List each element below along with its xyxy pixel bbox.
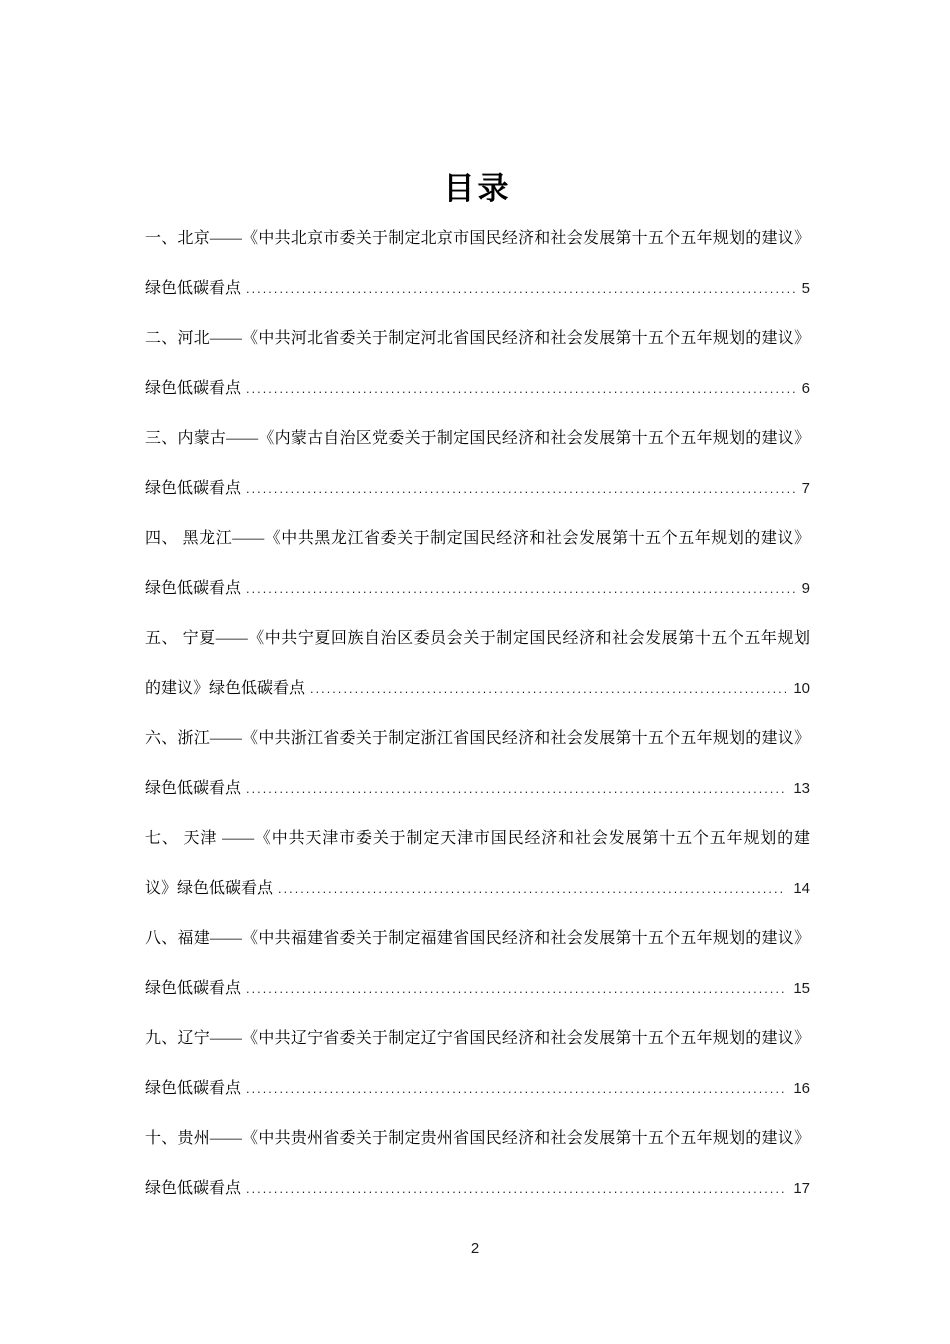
toc-entry-text: 绿色低碳看点 [145,1180,242,1197]
toc-entry-zhejiang[interactable] [145,714,810,814]
dot-leader [246,264,795,314]
toc-entry-title-line: 三、内蒙古——《内蒙古自治区党委关于制定国民经济和社会发展第十五个五年规划的建议》 [145,430,810,447]
toc-entry-heilongjiang[interactable] [145,514,810,614]
toc-entry-title-line: 六、浙江——《中共浙江省委关于制定浙江省国民经济和社会发展第十五个五年规划的建议》 [145,730,810,747]
toc-entry-title-line: 七、 天津 ——《中共天津市委关于制定天津市国民经济和社会发展第十五个五年规划的建 [145,830,810,847]
footer-page-number: 2 [470,1240,480,1257]
toc-entry-neimenggu[interactable] [145,414,810,514]
toc-entry-text: 议》绿色低碳看点 [145,880,274,897]
toc-page-number: 14 [793,880,810,897]
toc-entry-leader-line [145,764,810,814]
toc-entry-title-line: 八、福建——《中共福建省委关于制定福建省国民经济和社会发展第十五个五年规划的建议》 [145,930,810,947]
toc-entry-text: 绿色低碳看点 [145,480,242,497]
toc-page-number: 10 [793,680,810,697]
toc-entry-liaoning[interactable] [145,1014,810,1114]
toc-entry-text: 的建议》绿色低碳看点 [145,680,306,697]
toc-entry-ningxia[interactable] [145,614,810,714]
toc-page-number: 6 [801,380,810,397]
dot-leader [246,964,786,1014]
toc-page-number: 15 [793,980,810,997]
toc-entry-title-line: 二、河北——《中共河北省委关于制定河北省国民经济和社会发展第十五个五年规划的建议》 [145,330,810,347]
toc-page-number: 16 [793,1080,810,1097]
page-footer [0,1240,950,1257]
toc-entry-text: 绿色低碳看点 [145,580,242,597]
toc-entry-leader-line [145,1064,810,1114]
dot-leader [246,564,795,614]
toc-entry-title-line: 九、辽宁——《中共辽宁省委关于制定辽宁省国民经济和社会发展第十五个五年规划的建议》 [145,1030,810,1047]
table-of-contents [145,210,810,1214]
toc-entry-leader-line [145,664,810,714]
toc-entry-hebei[interactable] [145,314,810,414]
toc-entry-text: 绿色低碳看点 [145,980,242,997]
toc-entry-fujian[interactable] [145,914,810,1014]
toc-page-number: 7 [801,480,810,497]
dot-leader [246,1064,786,1114]
dot-leader [246,364,795,414]
dot-leader [310,664,786,714]
toc-entry-text: 绿色低碳看点 [145,1080,242,1097]
toc-entry-leader-line [145,1164,810,1214]
toc-entry-guizhou[interactable] [145,1114,810,1214]
dot-leader [246,464,795,514]
toc-entry-leader-line [145,564,810,614]
toc-page-number: 13 [793,780,810,797]
toc-page-number: 9 [801,580,810,597]
toc-entry-text: 绿色低碳看点 [145,780,242,797]
toc-entry-leader-line [145,464,810,514]
dot-leader [278,864,786,914]
toc-page-number: 17 [793,1180,810,1197]
toc-entry-beijing[interactable] [145,214,810,314]
dot-leader [246,1164,786,1214]
toc-page-number: 5 [801,280,810,297]
toc-entry-tianjin[interactable] [145,814,810,914]
toc-entry-title-line: 一、北京——《中共北京市委关于制定北京市国民经济和社会发展第十五个五年规划的建议》 [145,230,810,247]
toc-entry-leader-line [145,864,810,914]
toc-entry-leader-line [145,264,810,314]
toc-entry-title-line: 十、贵州——《中共贵州省委关于制定贵州省国民经济和社会发展第十五个五年规划的建议》 [145,1130,810,1147]
toc-entry-leader-line [145,364,810,414]
toc-entry-leader-line [145,964,810,1014]
toc-entry-text: 绿色低碳看点 [145,280,242,297]
page-title: 目录 [443,171,512,206]
dot-leader [246,764,786,814]
toc-entry-text: 绿色低碳看点 [145,380,242,397]
toc-entry-title-line: 五、 宁夏——《中共宁夏回族自治区委员会关于制定国民经济和社会发展第十五个五年规划 [145,630,810,647]
toc-entry-title-line: 四、 黑龙江——《中共黑龙江省委关于制定国民经济和社会发展第十五个五年规划的建议》 [145,530,810,547]
